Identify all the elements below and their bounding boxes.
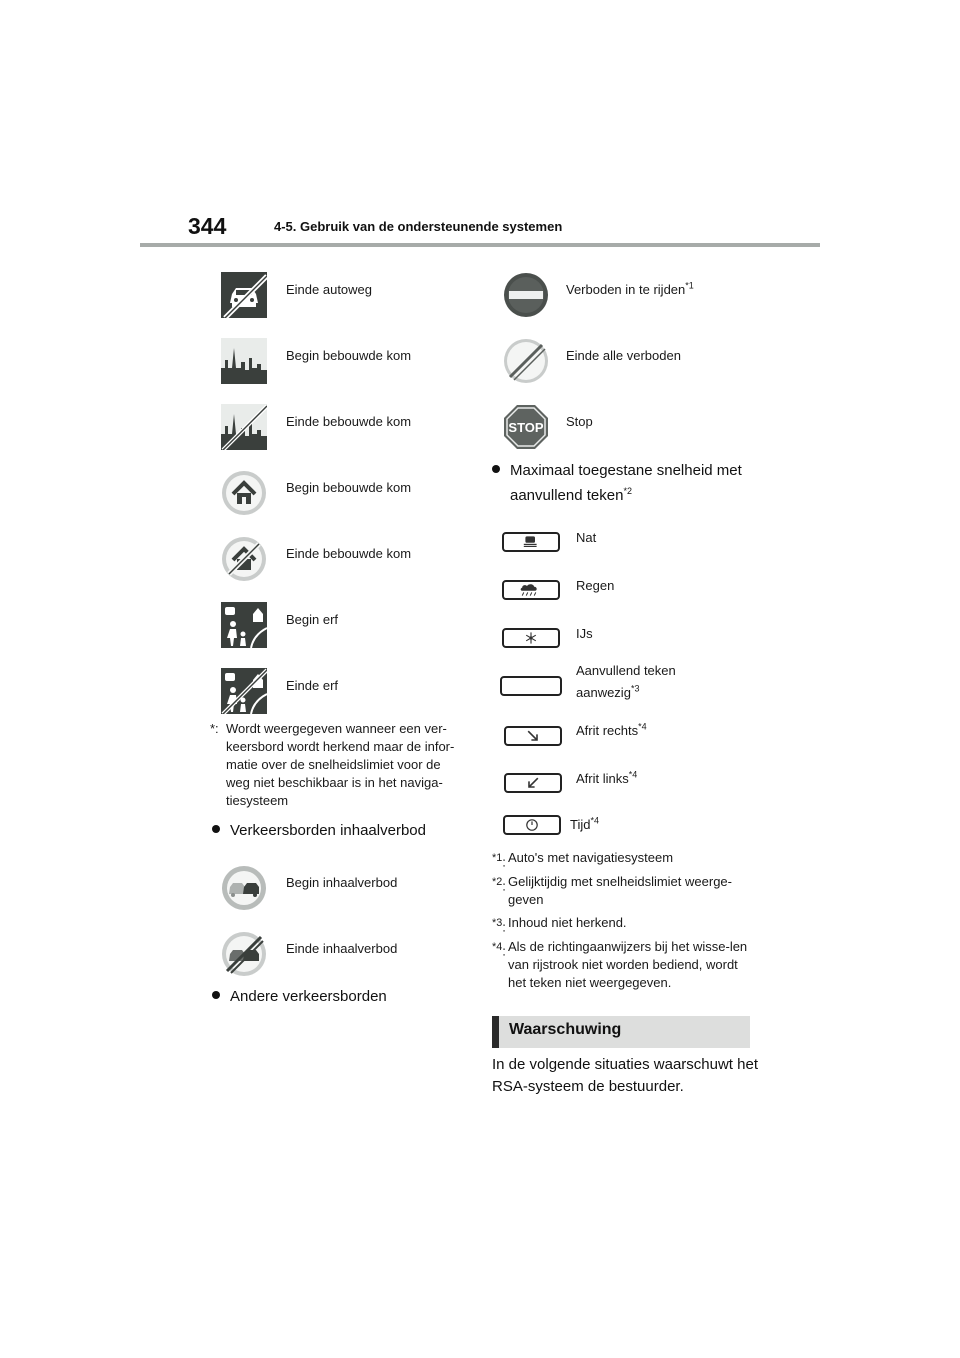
svg-text:STOP: STOP [508,420,544,435]
footnote-2 [492,873,754,909]
residential-zone-end-sign-icon [221,668,267,714]
sign-label: Einde erf [286,678,339,693]
exit-right-plate-icon [504,726,562,746]
rain-plate-icon [502,580,560,600]
footnote-mark: $^{*1}$: [492,852,506,870]
footnote-mark: *: [210,721,219,736]
house-begin-sign-icon [221,470,267,516]
footnote-text: Inhoud niet herkend. [508,915,627,930]
time-plate-icon [503,815,561,835]
house-end-sign-icon [221,536,267,582]
footnote-mark: $^{*3}$: [492,917,506,935]
plate-label: Afrit links$^{*4}$ [576,769,638,786]
ice-plate-icon [502,628,560,648]
sign-label: Stop [566,414,593,429]
page-header [140,212,820,248]
exit-left-plate-icon [504,773,562,793]
bullet-dot [492,465,500,473]
footnote-3 [492,914,754,935]
plate-label: Afrit rechts$^{*4}$ [576,721,647,738]
plate-label: Tijd$^{*4}$ [570,815,599,832]
no-entry-sign-icon [503,272,549,318]
blank-plate-icon [500,676,562,696]
end-all-restrictions-sign-icon [503,338,549,384]
sign-label: Einde alle verboden [566,348,681,363]
plate-label-line1: Aanvullend teken [576,663,676,678]
footnote-text: Gelijktijdig met snelheidslimiet weerge-geven [508,874,732,907]
footnote-4 [492,938,754,992]
bullet-dot [212,825,220,833]
city-end-sign-icon [221,404,267,450]
page-number: 344 [188,213,227,239]
footnote-text: Als de richtingaanwijzers bij het wisse-len van rijstrook niet worden bediend, wordt het teken niet weergegeven. [508,939,748,990]
stop-sign-icon [503,404,549,450]
plate-label: Nat [576,530,597,545]
footnote-mark: $^{*2}$: [492,876,506,894]
sign-label: Begin bebouwde kom [286,348,412,363]
plate-label-line2: aanwezig$^{*3}$ [576,683,640,700]
bullet-speed [492,458,762,508]
bullet-text-line2: aanvullend teken$^{*2}$ [510,486,632,504]
plate-label: IJs [576,626,593,641]
footnote-mark: $^{*4}$: [492,941,506,959]
sign-label: Einde bebouwde kom [286,414,412,429]
bullet-text: Andere verkeersborden [230,988,387,1005]
footnote-star [210,720,468,810]
chapter-title: 4-5. Gebruik van de ondersteunende systemen [274,219,563,234]
warning-title: Waarschuwing [509,1021,622,1038]
end-no-overtaking-sign-icon [221,931,267,977]
bullet-dot [212,991,220,999]
wet-road-plate-icon [502,532,560,552]
warning-box [492,1016,750,1048]
warning-text: In de volgende situaties waarschuwt het RSA-systeem de bestuurder. [492,1056,758,1095]
footnote-1 [492,849,754,870]
city-begin-sign-icon [221,338,267,384]
sign-label: Verboden in te rijden$^{*1}$ [566,280,694,297]
bullet-text: Verkeersborden inhaalverbod [230,822,426,839]
bullet-other [212,984,387,1009]
footnote-text: Auto's met navigatiesysteem [508,850,674,865]
header-rule [140,243,820,247]
bullet-text: Maximaal toegestane snelheid met [510,462,742,479]
sign-label: Begin inhaalverbod [286,875,398,890]
no-overtaking-sign-icon [221,865,267,911]
plate-label: Regen [576,578,615,593]
residential-zone-begin-sign-icon [221,602,267,648]
sign-label: Einde bebouwde kom [286,546,412,561]
sign-label: Begin erf [286,612,339,627]
end-motorway-sign-icon [221,272,267,318]
sign-label: Einde autoweg [286,282,373,297]
sign-label: Begin bebouwde kom [286,480,412,495]
sign-label: Einde inhaalverbod [286,941,398,956]
bullet-overtaking [212,818,426,843]
footnote-text: Wordt weergegeven wanneer een ver-keersbord wordt herkend maar de infor-matie over de snelheidslimiet voor de weg niet beschikbaar is in het naviga-tiesysteem [226,721,455,808]
